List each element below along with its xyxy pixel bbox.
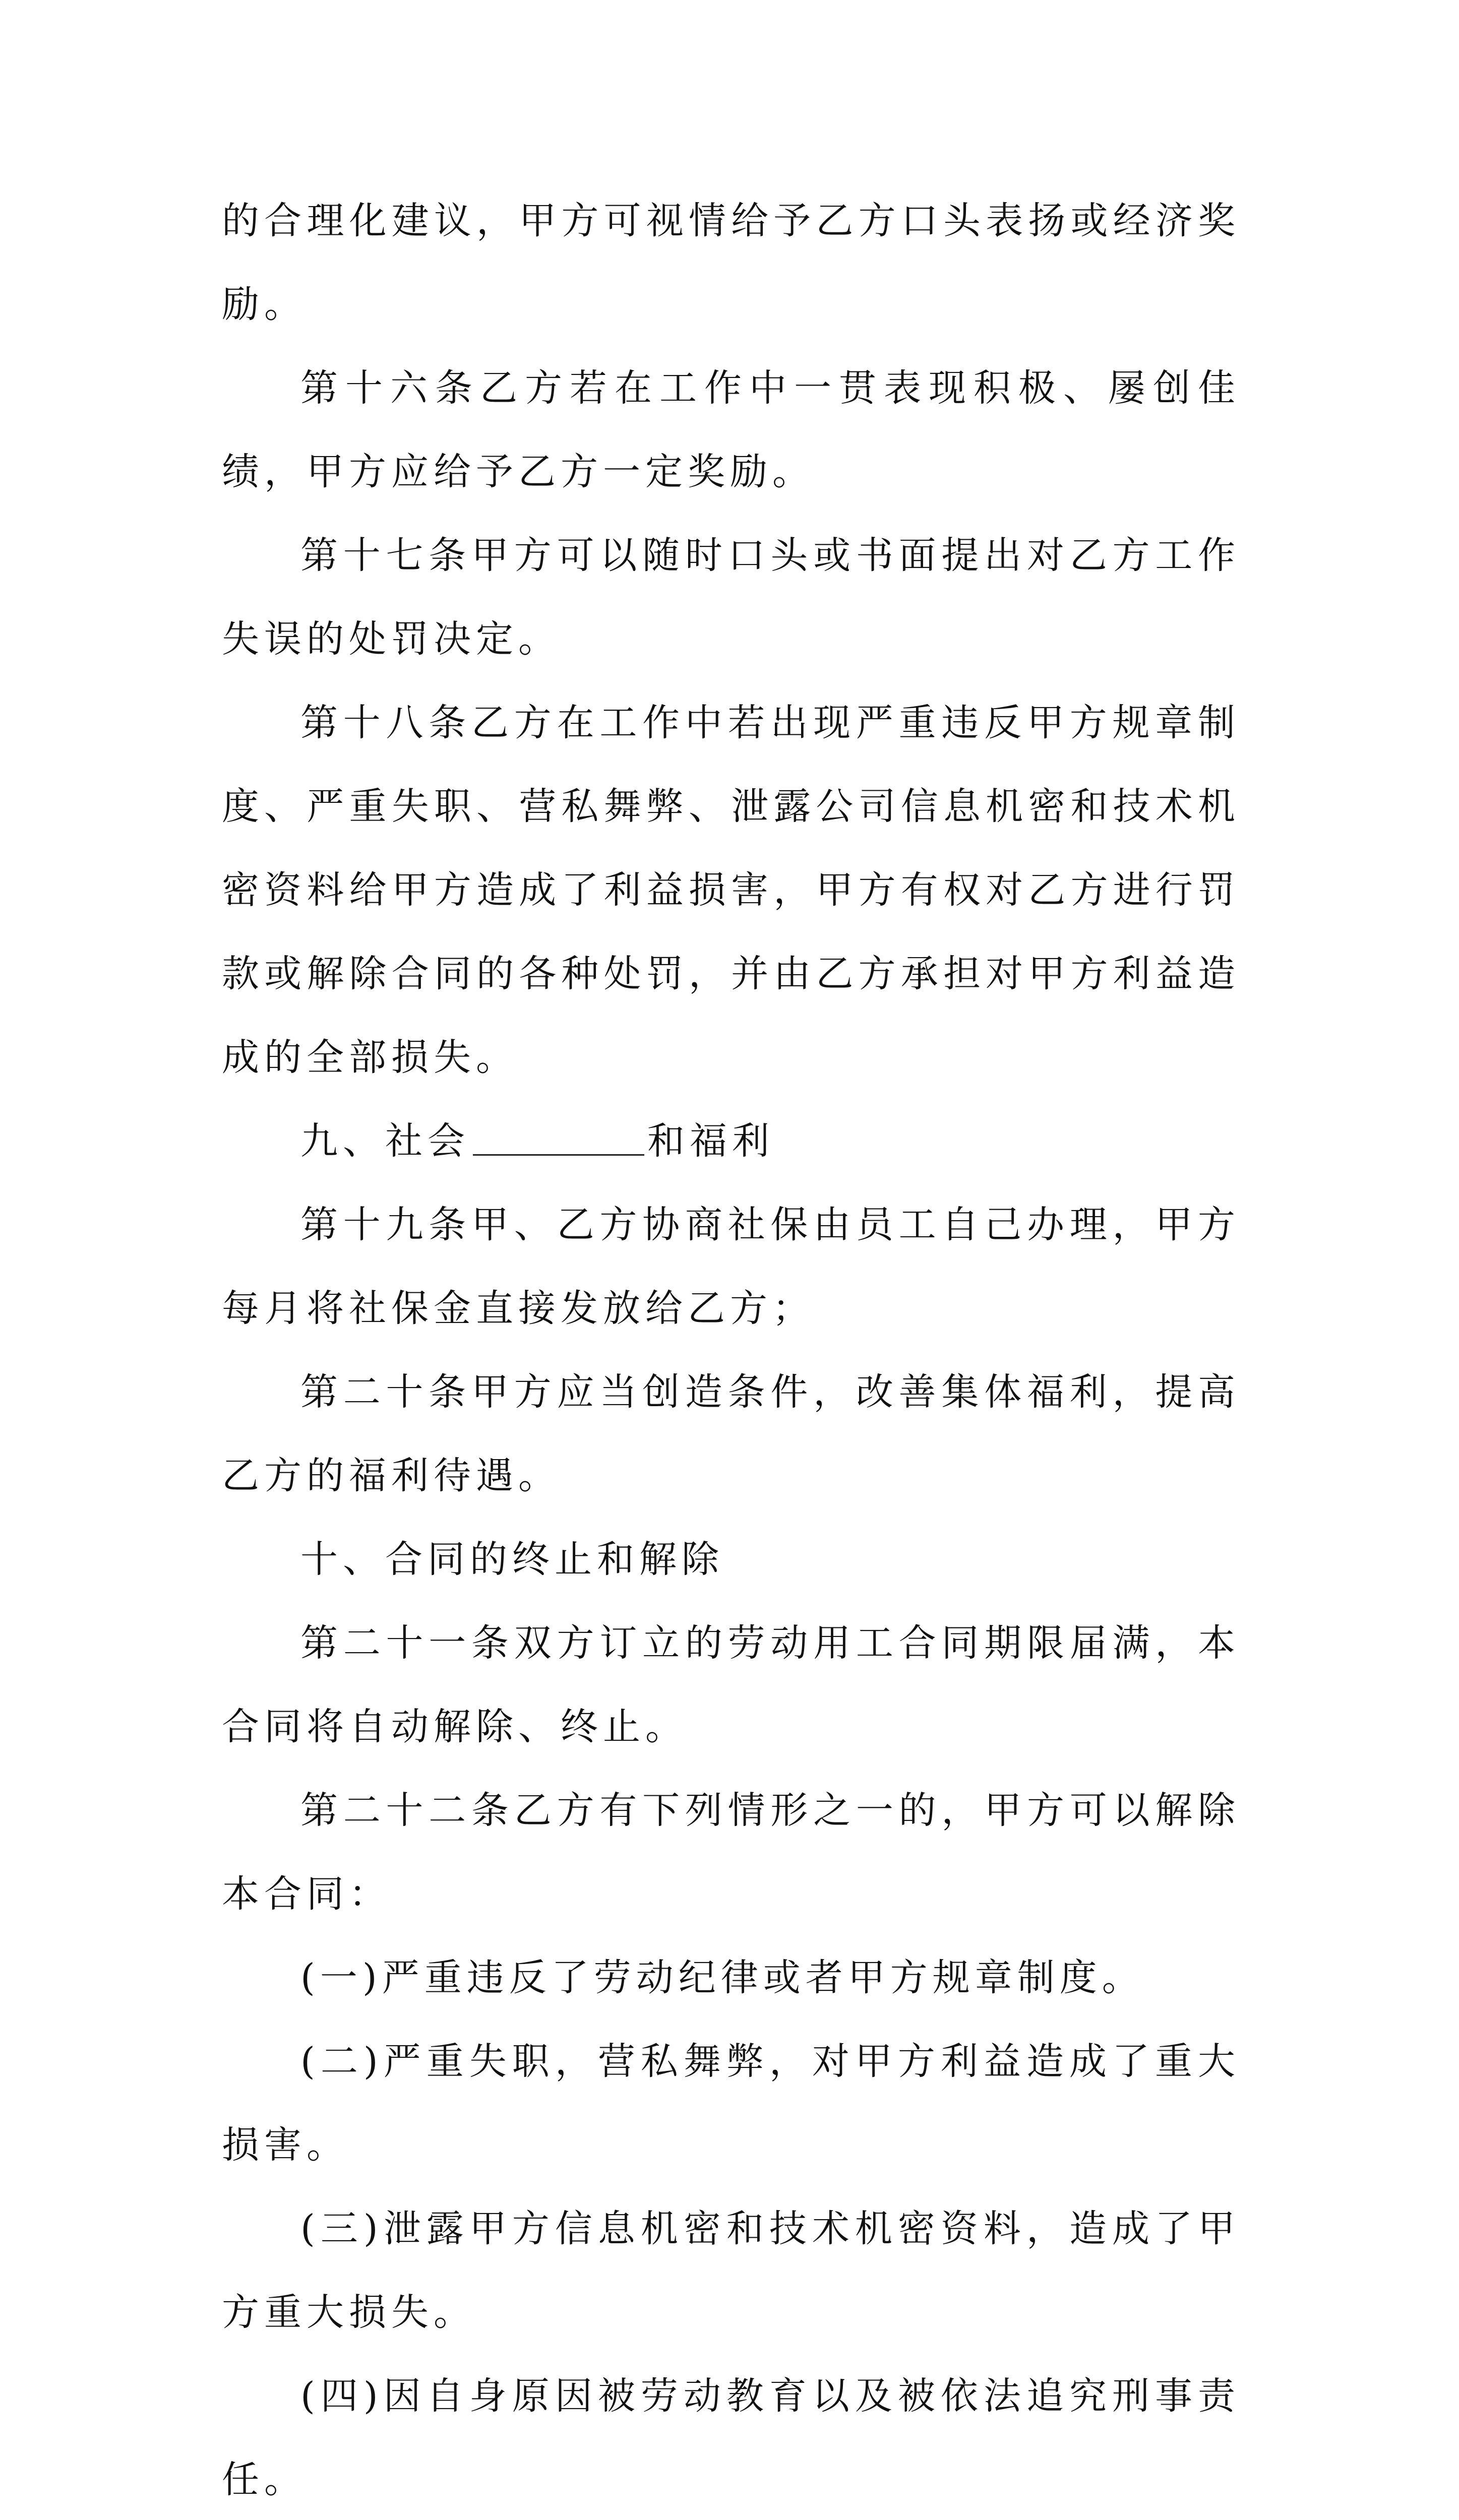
article-20: 第二十条甲方应当创造条件，改善集体福利，提高乙方的福利待遇。 (222, 1370, 1240, 1497)
section-heading-9 (222, 1099, 1240, 1183)
blank-underline (473, 1117, 644, 1156)
section-heading-10: 十、合同的终止和解除 (300, 1538, 724, 1581)
section-9-suffix: 和福利 (647, 1119, 774, 1163)
article-21: 第二十一条双方订立的劳动用工合同期限届满，本合同将自动解除、终止。 (222, 1621, 1240, 1748)
article-22: 第二十二条乙方有下列情形之一的，甲方可以解除本合同： (222, 1789, 1240, 1916)
article-16: 第十六条乙方若在工作中一贯表现积极、屡创佳绩，甲方应给予乙方一定奖励。 (222, 366, 1240, 493)
article-19: 第十九条甲、乙方协商社保由员工自己办理，甲方每月将社保金直接发放给乙方； (222, 1203, 1240, 1330)
section-9-prefix: 九、社会 (300, 1119, 470, 1163)
clause-1: (一)严重违反了劳动纪律或者甲方规章制度。 (300, 1956, 1144, 1999)
clause-3: (三)泄露甲方信息机密和技术机密资料，造成了甲方重大损失。 (222, 2207, 1240, 2334)
clause-2: (二)严重失职，营私舞弊，对甲方利益造成了重大损害。 (222, 2040, 1240, 2167)
document-body (222, 179, 1240, 2520)
clause-4: (四)因自身原因被劳动教育以及被依法追究刑事责任。 (222, 2374, 1240, 2501)
paragraph-continuation: 的合理化建议，甲方可视情给予乙方口头表扬或经济奖励。 (222, 199, 1240, 326)
article-18: 第十八条乙方在工作中若出现严重违反甲方规章制度、严重失职、营私舞弊、泄露公司信息机密和技术机密资料给甲方造成了利益损害，甲方有权对乙方进行罚款或解除合同的各种处罚，并由乙方承担对甲方利益造成的全部损失。 (222, 701, 1240, 1079)
article-17: 第十七条甲方可以随时口头或书面提出对乙方工作失误的处罚决定。 (222, 534, 1240, 661)
